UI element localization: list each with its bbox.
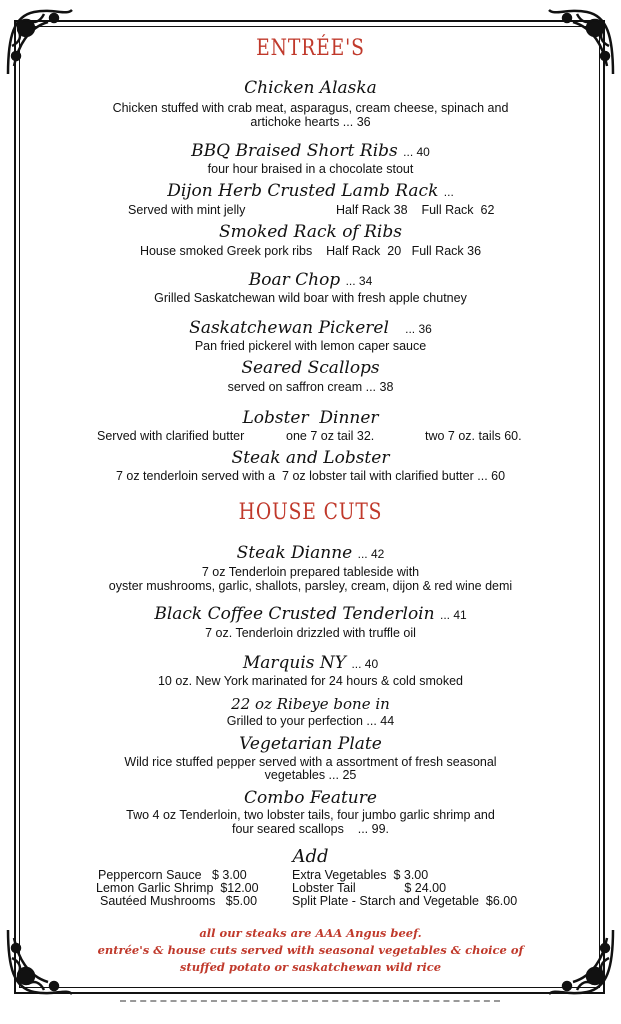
item-desc: four hour braised in a chocolate stout	[207, 162, 414, 176]
item-name: Steak Dianne ... 42	[236, 543, 385, 563]
item-name: Dijon Herb Crusted Lamb Rack ...	[167, 181, 454, 201]
item-name: Smoked Rack of Ribs	[219, 222, 402, 242]
footnote: all our steaks are AAA Angus beef.	[199, 926, 422, 940]
house-cuts-heading: HOUSE CUTS	[238, 500, 383, 525]
item-desc: Served with mint jelly	[128, 203, 246, 217]
item-price-option: one 7 oz tail 32.	[286, 429, 375, 443]
item-name: Boar Chop ... 34	[248, 270, 373, 290]
item-desc: Served with clarified butter	[97, 429, 245, 443]
footnote: stuffed potato or saskatchewan wild rice	[179, 960, 442, 974]
item-desc: 7 oz Tenderloin prepared tableside with	[201, 565, 420, 579]
item-name: Black Coffee Crusted Tenderloin ... 41	[154, 604, 467, 624]
add-left-list	[96, 869, 259, 908]
item-desc: 10 oz. New York marinated for 24 hours & cold smoked	[157, 674, 464, 688]
item-price-option: two 7 oz. tails 60.	[425, 429, 522, 443]
item-name: Chicken Alaska	[244, 78, 377, 98]
footnote: entrée's & house cuts served with seasonal vegetables & choice of	[97, 943, 524, 957]
item-name: Combo Feature	[244, 788, 377, 808]
item-name: Seared Scallops	[241, 358, 380, 378]
item-desc: Pan fried pickerel with lemon caper sauce	[194, 339, 427, 353]
item-name: Saskatchewan Pickerel ... 36	[189, 318, 432, 338]
add-right-list	[292, 869, 517, 908]
item-desc: 7 oz tenderloin served with a 7 oz lobster tail with clarified butter ... 60	[115, 469, 506, 483]
item-name: BBQ Braised Short Ribs ... 40	[191, 141, 430, 161]
item-desc-cont: four seared scallops ... 99.	[231, 822, 390, 836]
bottom-divider	[120, 1000, 500, 1008]
item-desc: 7 oz. Tenderloin drizzled with truffle oil	[205, 626, 416, 640]
item-name: Marquis NY ... 40	[242, 653, 379, 673]
list-item: Lemon Garlic Shrimp $12.00	[96, 881, 259, 895]
item-name: Lobster Dinner	[242, 408, 379, 428]
item-price-options: Half Rack 38 Full Rack 62	[336, 203, 495, 217]
item-name: Vegetarian Plate	[239, 734, 382, 754]
item-desc: Grilled Saskatchewan wild boar with fresh apple chutney	[154, 291, 467, 305]
list-item: Sautéed Mushrooms $5.00	[100, 894, 258, 908]
item-name: 22 oz Ribeye bone in	[231, 695, 390, 713]
list-item: Split Plate - Starch and Vegetable $6.00	[292, 894, 518, 908]
item-desc-cont: oyster mushrooms, garlic, shallots, parsley, cream, dijon & red wine demi	[108, 579, 513, 593]
list-item: Extra Vegetables $ 3.00	[292, 868, 429, 882]
item-desc: Chicken stuffed with crab meat, asparagus, cream cheese, spinach and artichoke hearts ... 36	[112, 101, 509, 129]
list-item: Lobster Tail $ 24.00	[292, 881, 447, 895]
item-desc: Two 4 oz Tenderloin, two lobster tails, four jumbo garlic shrimp and	[126, 808, 495, 822]
item-name: Steak and Lobster	[231, 448, 390, 468]
add-heading: Add	[292, 846, 329, 867]
item-desc: Wild rice stuffed pepper served with a assortment of fresh seasonal	[124, 755, 497, 769]
item-desc: House smoked Greek pork ribs Half Rack 20 Full Rack 36	[139, 244, 482, 258]
list-item: Peppercorn Sauce $ 3.00	[98, 868, 247, 882]
item-desc: served on saffron cream ... 38	[227, 380, 394, 394]
entrees-heading: ENTRÉE'S	[256, 36, 365, 61]
item-desc-cont: vegetables ... 25	[264, 768, 357, 782]
item-desc: Grilled to your perfection ... 44	[226, 714, 395, 728]
